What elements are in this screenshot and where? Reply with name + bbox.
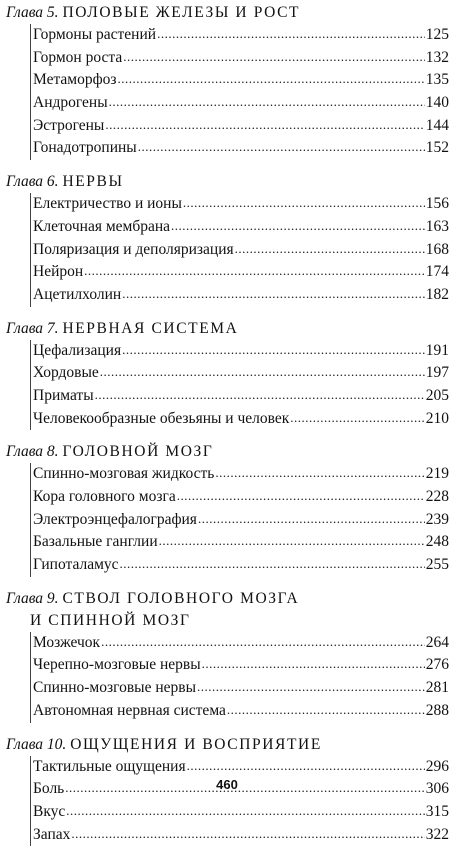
entry-title: Электроэнцефалография bbox=[31, 509, 197, 532]
entry-page-number: 264 bbox=[426, 632, 449, 655]
toc-entry bbox=[31, 531, 449, 554]
entry-page-number: 152 bbox=[426, 137, 449, 160]
chapter-8 bbox=[0, 441, 454, 576]
dot-leader bbox=[187, 755, 425, 778]
entry-page-number: 135 bbox=[426, 69, 449, 92]
entry-title: Приматы bbox=[31, 385, 94, 408]
entry-title: Вкус bbox=[31, 801, 65, 824]
toc-entry bbox=[31, 408, 449, 431]
entry-title: Гормон роста bbox=[31, 47, 122, 70]
chapter-heading bbox=[6, 318, 454, 340]
dot-leader bbox=[122, 283, 425, 306]
chapter-label: Глава 7. bbox=[6, 320, 59, 337]
entry-page-number: 144 bbox=[426, 115, 449, 138]
entry-title: Андрогены bbox=[31, 92, 108, 115]
entry-page-number: 182 bbox=[426, 284, 449, 307]
toc-entry bbox=[31, 47, 449, 70]
spacer bbox=[0, 577, 454, 588]
toc-entry bbox=[31, 801, 449, 824]
toc-entry bbox=[31, 284, 449, 307]
spacer bbox=[0, 430, 454, 441]
dot-leader bbox=[84, 260, 425, 283]
toc-entry bbox=[31, 756, 449, 779]
entry-page-number: 248 bbox=[426, 531, 449, 554]
toc-entry bbox=[31, 92, 449, 115]
entry-title: Черепно-мозговые нервы bbox=[31, 654, 201, 677]
spacer bbox=[0, 307, 454, 318]
entry-page-number: 191 bbox=[426, 340, 449, 363]
entry-title: Эстрогены bbox=[31, 115, 104, 138]
chapter-7 bbox=[0, 318, 454, 431]
chapter-title: ПОЛОВЫЕ ЖЕЛЕЗЫ И РОСТ bbox=[62, 4, 300, 21]
dot-leader bbox=[227, 699, 425, 722]
entry-page-number: 276 bbox=[426, 654, 449, 677]
chapter-entries bbox=[30, 463, 449, 576]
toc-entry bbox=[31, 554, 449, 577]
entry-title: Нейрон bbox=[31, 261, 83, 284]
dot-leader bbox=[100, 361, 425, 384]
chapter-heading bbox=[6, 171, 454, 193]
toc-entry bbox=[31, 362, 449, 385]
entry-page-number: 281 bbox=[426, 677, 449, 700]
dot-leader bbox=[66, 800, 424, 823]
entry-page-number: 219 bbox=[426, 463, 449, 486]
chapter-entries bbox=[30, 756, 449, 846]
toc-entry bbox=[31, 115, 449, 138]
dot-leader bbox=[71, 823, 424, 846]
entry-title: Кора головного мозга bbox=[31, 486, 176, 509]
entry-title: Базальные ганглии bbox=[31, 531, 158, 554]
chapter-5 bbox=[0, 2, 454, 160]
entry-page-number: 168 bbox=[426, 239, 449, 262]
chapter-title-continued: И СПИННОЙ МОЗГ bbox=[30, 610, 454, 632]
chapter-heading bbox=[6, 734, 454, 756]
entry-page-number: 132 bbox=[426, 47, 449, 70]
entry-title: Автономная нервная система bbox=[31, 700, 226, 723]
entry-title: Гипоталамус bbox=[31, 554, 119, 577]
entry-title: Мозжечок bbox=[31, 632, 100, 655]
entry-page-number: 197 bbox=[426, 362, 449, 385]
entry-title: Ацетилхолин bbox=[31, 284, 121, 307]
entry-title: Тактильные ощущения bbox=[31, 756, 186, 779]
entry-page-number: 163 bbox=[426, 216, 449, 239]
dot-leader bbox=[177, 485, 425, 508]
entry-page-number: 228 bbox=[426, 486, 449, 509]
dot-leader bbox=[215, 462, 424, 485]
entry-title: Человекообразные обезьяны и человек bbox=[31, 408, 289, 431]
chapter-entries bbox=[30, 340, 449, 431]
dot-leader bbox=[101, 631, 425, 654]
chapter-title: НЕРВЫ bbox=[62, 173, 123, 190]
dot-leader bbox=[109, 91, 425, 114]
toc-entry bbox=[31, 385, 449, 408]
toc-entry bbox=[31, 824, 449, 846]
toc-entry bbox=[31, 137, 449, 160]
chapter-heading bbox=[6, 2, 454, 24]
dot-leader bbox=[183, 192, 425, 215]
entry-title: Метаморфоз bbox=[31, 69, 117, 92]
toc-entry bbox=[31, 654, 449, 677]
chapter-label: Глава 10. bbox=[6, 736, 66, 753]
entry-page-number: 315 bbox=[426, 801, 449, 824]
chapter-9 bbox=[0, 588, 454, 723]
entry-page-number: 322 bbox=[426, 824, 449, 846]
spacer bbox=[0, 723, 454, 734]
toc-entry bbox=[31, 677, 449, 700]
dot-leader bbox=[157, 23, 425, 46]
dot-leader bbox=[202, 653, 425, 676]
toc-entry bbox=[31, 509, 449, 532]
entry-title: Хордовые bbox=[31, 362, 99, 385]
toc-entry bbox=[31, 239, 449, 262]
entry-title: Запах bbox=[31, 824, 70, 846]
entry-title: Електричество и ионы bbox=[31, 193, 182, 216]
toc-entry bbox=[31, 261, 449, 284]
entry-title: Гормоны растений bbox=[31, 24, 156, 47]
toc-entry bbox=[31, 486, 449, 509]
dot-leader bbox=[120, 553, 425, 576]
dot-leader bbox=[95, 384, 425, 407]
entry-page-number: 288 bbox=[426, 700, 449, 723]
dot-leader bbox=[122, 339, 425, 362]
chapter-entries bbox=[30, 24, 449, 160]
entry-page-number: 140 bbox=[426, 92, 449, 115]
chapter-label: Глава 5. bbox=[6, 4, 59, 21]
entry-page-number: 174 bbox=[426, 261, 449, 284]
entry-title: Цефализация bbox=[31, 340, 121, 363]
dot-leader bbox=[123, 46, 425, 69]
toc-entry bbox=[31, 24, 449, 47]
dot-leader bbox=[159, 530, 425, 553]
dot-leader bbox=[138, 136, 425, 159]
chapter-6 bbox=[0, 171, 454, 306]
chapter-label: Глава 9. bbox=[6, 590, 59, 607]
chapter-heading bbox=[6, 588, 454, 610]
entry-title: Гонадотропины bbox=[31, 137, 137, 160]
toc-entry bbox=[31, 700, 449, 723]
dot-leader bbox=[198, 508, 425, 531]
page-number: 460 bbox=[0, 777, 454, 793]
entry-page-number: 296 bbox=[426, 756, 449, 779]
toc-entry bbox=[31, 632, 449, 655]
chapter-entries bbox=[30, 193, 449, 306]
chapter-title: ГОЛОВНОЙ МОЗГ bbox=[62, 443, 213, 460]
dot-leader bbox=[290, 407, 424, 430]
entry-title: Поляризация и деполяризация bbox=[31, 239, 234, 262]
entry-page-number: 306 bbox=[426, 778, 449, 801]
chapter-title: СТВОЛ ГОЛОВНОГО МОЗГА bbox=[62, 590, 299, 607]
toc-entry bbox=[31, 216, 449, 239]
entry-page-number: 156 bbox=[426, 193, 449, 216]
entry-title: Спинно-мозговые нервы bbox=[31, 677, 196, 700]
chapter-entries bbox=[30, 632, 449, 723]
toc-entry bbox=[31, 463, 449, 486]
toc-entry bbox=[31, 69, 449, 92]
spacer bbox=[0, 160, 454, 171]
dot-leader bbox=[118, 68, 425, 91]
chapter-label: Глава 8. bbox=[6, 443, 59, 460]
dot-leader bbox=[105, 114, 424, 137]
entry-page-number: 239 bbox=[426, 509, 449, 532]
entry-page-number: 205 bbox=[426, 385, 449, 408]
dot-leader bbox=[171, 215, 425, 238]
dot-leader bbox=[235, 238, 425, 261]
chapter-title: НЕРВНАЯ СИСТЕМА bbox=[62, 320, 238, 337]
chapter-heading bbox=[6, 441, 454, 463]
chapter-label: Глава 6. bbox=[6, 173, 59, 190]
entry-title: Клеточная мембрана bbox=[31, 216, 170, 239]
entry-page-number: 125 bbox=[426, 24, 449, 47]
entry-title: Боль bbox=[31, 778, 64, 801]
entry-title: Спинно-мозговая жидкость bbox=[31, 463, 214, 486]
toc-entry bbox=[31, 340, 449, 363]
entry-page-number: 210 bbox=[426, 408, 449, 431]
entry-page-number: 255 bbox=[426, 554, 449, 577]
chapter-title: ОЩУЩЕНИЯ И ВОСПРИЯТИЕ bbox=[70, 736, 322, 753]
dot-leader bbox=[197, 676, 425, 699]
toc-entry bbox=[31, 193, 449, 216]
